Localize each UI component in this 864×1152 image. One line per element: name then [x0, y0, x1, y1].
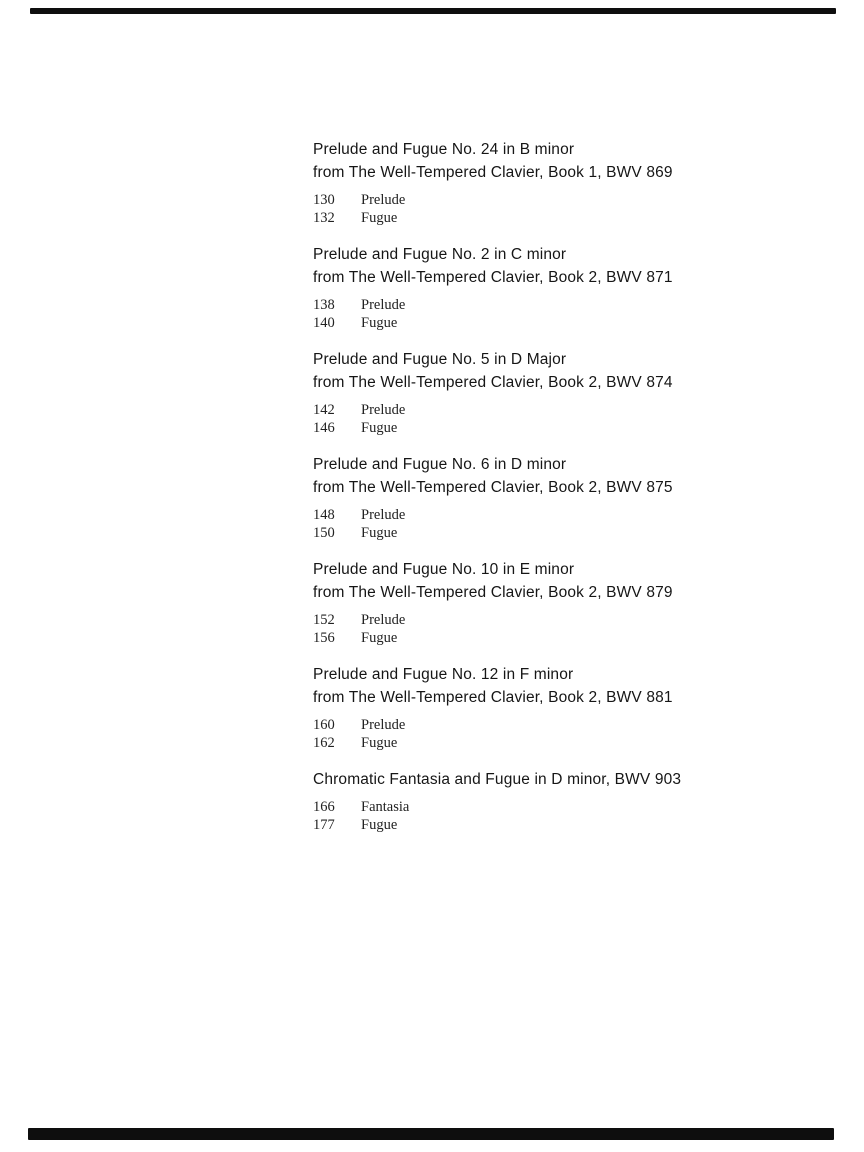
toc-section	[313, 243, 743, 332]
toc-entry	[313, 630, 743, 648]
entry-page-number: 177	[313, 816, 335, 833]
toc-entry	[313, 402, 743, 420]
entry-name: Fugue	[361, 209, 398, 226]
entry-page-number: 148	[313, 507, 335, 523]
entry-name: Fugue	[361, 629, 398, 646]
piece-title: Prelude and Fugue No. 24 in B minor	[313, 141, 575, 158]
toc-section	[313, 663, 743, 752]
toc-entry	[313, 735, 743, 753]
toc-entry	[313, 192, 743, 210]
toc-entry	[313, 612, 743, 630]
entry-name: Fugue	[361, 734, 398, 751]
entry-page-number: 142	[313, 402, 335, 418]
toc-section	[313, 138, 743, 227]
piece-subtitle: from The Well-Tempered Clavier, Book 2, BWV 875	[313, 479, 673, 496]
entry-name: Prelude	[361, 717, 406, 733]
entry-list	[313, 192, 743, 227]
entry-list	[313, 507, 743, 542]
entry-page-number: 138	[313, 297, 335, 313]
piece-subtitle: from The Well-Tempered Clavier, Book 2, BWV 879	[313, 584, 673, 601]
entry-name: Fantasia	[361, 799, 410, 815]
piece-subtitle: from The Well-Tempered Clavier, Book 1, BWV 869	[313, 164, 673, 181]
entry-page-number: 150	[313, 524, 335, 541]
toc-section	[313, 348, 743, 437]
piece-subtitle: from The Well-Tempered Clavier, Book 2, BWV 874	[313, 374, 673, 391]
piece-title: Prelude and Fugue No. 10 in E minor	[313, 561, 575, 578]
toc-section	[313, 768, 743, 834]
toc-entry	[313, 315, 743, 333]
entry-list	[313, 612, 743, 647]
entry-page-number: 156	[313, 629, 335, 646]
scan-edge-bottom	[28, 1128, 834, 1140]
piece-title: Prelude and Fugue No. 2 in C minor	[313, 246, 567, 263]
entry-page-number: 162	[313, 734, 335, 751]
toc-entry	[313, 420, 743, 438]
entry-page-number: 140	[313, 314, 335, 331]
entry-name: Prelude	[361, 192, 406, 208]
entry-page-number: 130	[313, 192, 335, 208]
entry-name: Prelude	[361, 507, 406, 523]
entry-list	[313, 402, 743, 437]
toc-section	[313, 453, 743, 542]
piece-subtitle: from The Well-Tempered Clavier, Book 2, BWV 871	[313, 269, 673, 286]
entry-page-number: 132	[313, 209, 335, 226]
toc-entry	[313, 799, 743, 817]
entry-name: Fugue	[361, 524, 398, 541]
piece-title: Prelude and Fugue No. 6 in D minor	[313, 456, 567, 473]
entry-page-number: 146	[313, 419, 335, 436]
entry-name: Fugue	[361, 314, 398, 331]
piece-title: Chromatic Fantasia and Fugue in D minor, BWV 903	[313, 771, 682, 788]
toc-page	[313, 138, 743, 850]
entry-name: Fugue	[361, 816, 398, 833]
toc-entry	[313, 817, 743, 835]
entry-page-number: 152	[313, 612, 335, 628]
entry-list	[313, 717, 743, 752]
scan-edge-top	[30, 8, 836, 14]
entry-name: Prelude	[361, 612, 406, 628]
toc-entry	[313, 525, 743, 543]
piece-subtitle: from The Well-Tempered Clavier, Book 2, BWV 881	[313, 689, 673, 706]
entry-name: Prelude	[361, 297, 406, 313]
entry-list	[313, 799, 743, 834]
entry-page-number: 160	[313, 717, 335, 733]
entry-name: Prelude	[361, 402, 406, 418]
toc-entry	[313, 210, 743, 228]
entry-name: Fugue	[361, 419, 398, 436]
piece-title: Prelude and Fugue No. 5 in D Major	[313, 351, 567, 368]
piece-title: Prelude and Fugue No. 12 in F minor	[313, 666, 574, 683]
entry-list	[313, 297, 743, 332]
toc-entry	[313, 507, 743, 525]
toc-section	[313, 558, 743, 647]
toc-entry	[313, 297, 743, 315]
entry-page-number: 166	[313, 799, 335, 815]
toc-entry	[313, 717, 743, 735]
